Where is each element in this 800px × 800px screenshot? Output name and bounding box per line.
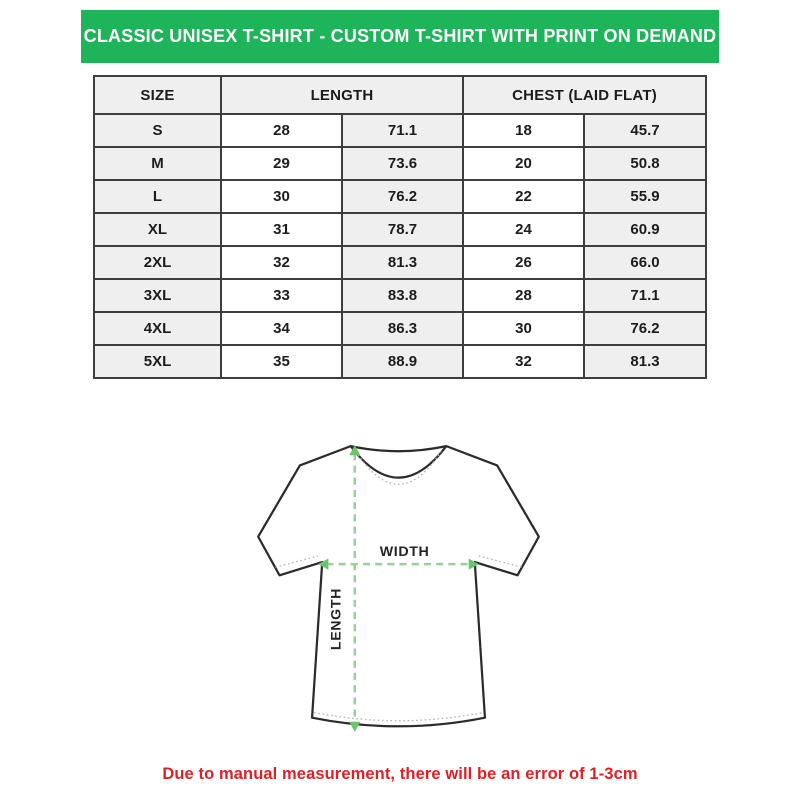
length-cm-value: 78.7: [342, 213, 463, 246]
tshirt-measurement-diagram: [251, 438, 546, 738]
chest-cm-value: 45.7: [584, 114, 706, 147]
tshirt-outline: [258, 446, 539, 726]
length-in-value: 32: [221, 246, 342, 279]
chest-cm-value: 50.8: [584, 147, 706, 180]
size-label: L: [94, 180, 221, 213]
chest-cm-value: 71.1: [584, 279, 706, 312]
chest-in-value: 32: [463, 345, 584, 378]
tshirt-illustration: [251, 438, 546, 738]
chest-cm-value: 66.0: [584, 246, 706, 279]
length-in-value: 33: [221, 279, 342, 312]
column-header-chest: CHEST (LAID FLAT): [463, 76, 706, 114]
length-cm-value: 86.3: [342, 312, 463, 345]
page-title: CLASSIC UNISEX T-SHIRT - CUSTOM T-SHIRT WITH PRINT ON DEMAND: [83, 26, 717, 46]
title-banner: [81, 10, 719, 63]
length-cm-value: 81.3: [342, 246, 463, 279]
length-cm-value: 76.2: [342, 180, 463, 213]
length-cm-value: 83.8: [342, 279, 463, 312]
size-row-5xl: [94, 345, 706, 378]
size-row-m: [94, 147, 706, 180]
length-cm-value: 71.1: [342, 114, 463, 147]
chest-cm-value: 55.9: [584, 180, 706, 213]
length-in-value: 31: [221, 213, 342, 246]
length-in-value: 28: [221, 114, 342, 147]
chest-cm-value: 81.3: [584, 345, 706, 378]
width-label: WIDTH: [379, 543, 430, 560]
chest-cm-value: 76.2: [584, 312, 706, 345]
length-label: LENGTH: [328, 587, 345, 651]
length-cm-value: 88.9: [342, 345, 463, 378]
size-row-xl: [94, 213, 706, 246]
size-label: M: [94, 147, 221, 180]
chest-in-value: 24: [463, 213, 584, 246]
size-label: 2XL: [94, 246, 221, 279]
chest-in-value: 20: [463, 147, 584, 180]
size-row-3xl: [94, 279, 706, 312]
length-in-value: 29: [221, 147, 342, 180]
size-row-s: [94, 114, 706, 147]
column-header-length: LENGTH: [221, 76, 463, 114]
column-header-size: SIZE: [94, 76, 221, 114]
chest-in-value: 18: [463, 114, 584, 147]
size-chart-table: [93, 75, 707, 379]
size-label: S: [94, 114, 221, 147]
size-label: 5XL: [94, 345, 221, 378]
size-row-4xl: [94, 312, 706, 345]
chest-in-value: 26: [463, 246, 584, 279]
header-row: [94, 76, 706, 114]
size-row-l: [94, 180, 706, 213]
measurement-error-note: Due to manual measurement, there will be an error of 1-3cm: [162, 765, 638, 783]
size-row-2xl: [94, 246, 706, 279]
length-in-value: 34: [221, 312, 342, 345]
chest-in-value: 22: [463, 180, 584, 213]
length-in-value: 35: [221, 345, 342, 378]
length-cm-value: 73.6: [342, 147, 463, 180]
size-label: 3XL: [94, 279, 221, 312]
size-label: XL: [94, 213, 221, 246]
chest-in-value: 28: [463, 279, 584, 312]
length-in-value: 30: [221, 180, 342, 213]
size-label: 4XL: [94, 312, 221, 345]
chest-cm-value: 60.9: [584, 213, 706, 246]
chest-in-value: 30: [463, 312, 584, 345]
